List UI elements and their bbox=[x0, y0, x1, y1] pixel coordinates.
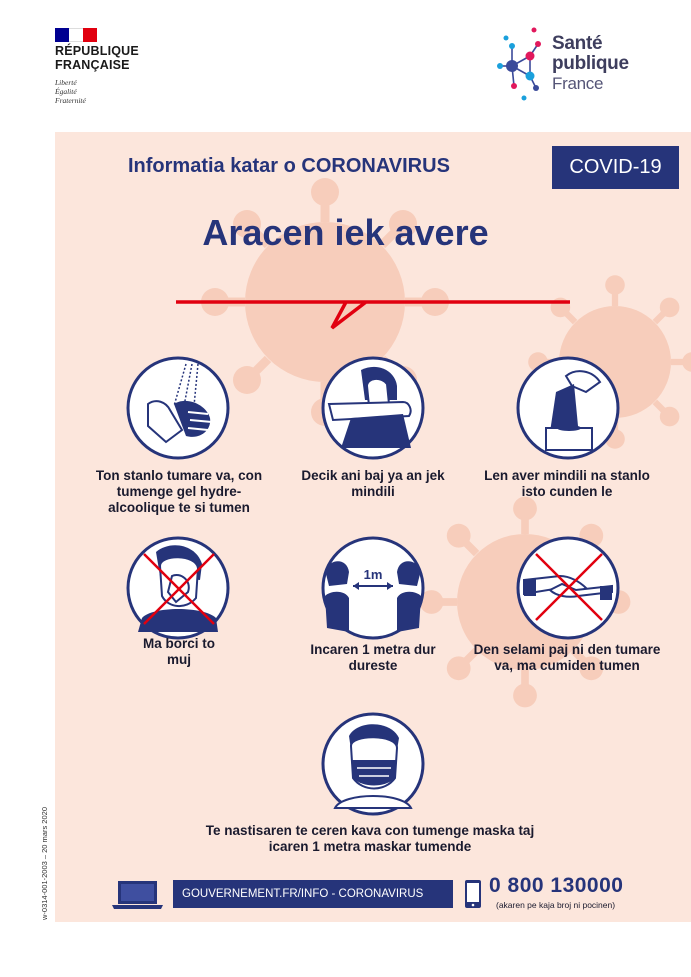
caption-cough: Decik ani baj ya an jek mindili bbox=[301, 468, 445, 499]
caption-tissue: Len aver mindili na stanlo isto cunden le bbox=[484, 468, 650, 499]
speech-bubble-line bbox=[170, 290, 580, 340]
rf-flag-icon bbox=[55, 28, 97, 42]
phone-icon bbox=[464, 879, 482, 909]
rf-title bbox=[55, 44, 139, 72]
spf-line-1: Santé bbox=[552, 33, 603, 54]
face-mask-icon bbox=[321, 712, 425, 816]
distance-label: 1m bbox=[363, 567, 383, 582]
no-face-touch-icon bbox=[126, 536, 230, 640]
caption-no-face bbox=[84, 636, 274, 668]
caption-sanitizer: Ton stanlo tumare va, con tumenge gel hydre-alcoolique te si tumen bbox=[95, 468, 263, 515]
caption-distance-text: Incaren 1 metra dur dureste bbox=[310, 642, 436, 673]
rf-line-1: RÉPUBLIQUE bbox=[55, 44, 139, 58]
caption-no-face-text: Ma borci to muj bbox=[142, 636, 215, 667]
gov-link[interactable]: GOUVERNEMENT.FR/INFO - CORONAVIRUS bbox=[173, 880, 453, 908]
cough-elbow-icon bbox=[321, 356, 425, 460]
phone-note: (akaren pe kaja broj ni pocinen) bbox=[496, 900, 616, 910]
phone-number[interactable]: 0 800 130000 bbox=[489, 874, 624, 897]
caption-distance bbox=[278, 642, 468, 674]
page-subtitle: Informatia katar o CORONAVIRUS bbox=[128, 155, 450, 177]
spf-line-2: publique bbox=[552, 53, 629, 74]
caption-mask bbox=[150, 823, 590, 855]
covid-badge: COVID-19 bbox=[552, 146, 679, 189]
spf-network-icon bbox=[494, 24, 548, 104]
spf-line-3: France bbox=[552, 74, 604, 93]
hand-sanitizer-icon bbox=[126, 356, 230, 460]
document-reference: w-0314-001-2003 – 20 mars 2020 bbox=[40, 807, 49, 920]
rf-line-2: FRANÇAISE bbox=[55, 58, 130, 72]
tissue-box-icon bbox=[516, 356, 620, 460]
motto-liberte: Liberté bbox=[55, 78, 77, 87]
motto-fraternite: Fraternité bbox=[55, 96, 86, 105]
spf-wordmark bbox=[552, 34, 629, 94]
motto-egalite: Égalité bbox=[55, 87, 77, 96]
page-title: Aracen iek avere bbox=[202, 212, 489, 253]
distance-1m-icon bbox=[321, 536, 425, 640]
caption-no-handshake: Den selami paj ni den tumare va, ma cumiden tumen bbox=[473, 642, 661, 673]
caption-mask-text: Te nastisaren te ceren kava con tumenge maska taj icaren 1 metra maskar tumende bbox=[205, 823, 535, 854]
laptop-icon bbox=[110, 880, 165, 910]
no-handshake-icon bbox=[516, 536, 620, 640]
rf-motto bbox=[55, 78, 86, 105]
